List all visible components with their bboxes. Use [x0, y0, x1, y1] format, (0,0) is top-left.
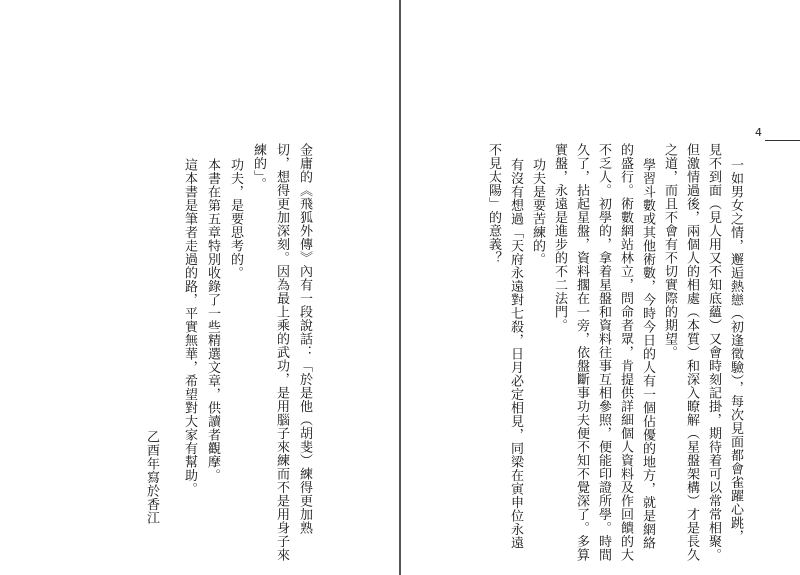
text-column: 學習斗數或其他術數，今時今日的人有一個佔優的地方，就是網絡 [640, 158, 655, 550]
text-column: 功夫，是要思考的。 [228, 158, 243, 280]
text-column: 的盛行。術數網站林立，問命者眾，肯提供詳細個人資料及作回饋的大 [618, 143, 633, 562]
text-column: 不乏人。初學的，拿着星盤和資料往事互相參照，便能印證所學。時間 [596, 143, 611, 562]
text-column: 久了，拈起星盤，資料擱在一旁，依盤斷事功夫便不知不覺深了。多算 [574, 143, 589, 562]
text-column: 這本書是筆者走過的路，平實無華，希望對大家有幫助。 [182, 158, 197, 496]
text-column: 金庸的《飛狐外傳》內有一段說話：「於是他（胡斐）練得更加熟 [297, 143, 312, 535]
text-column: 見不到面（見人用又不知底蘊）又會時刻記掛，期待着可以常常相聚。 [706, 143, 721, 562]
text-column: 功夫是要苦練的。 [530, 158, 545, 266]
text-column: 不見太陽」的意義？ [486, 143, 501, 265]
text-column: 切，想得更加深刻。因為最上乘的武功，是用腦子來練而不是用身子來 [274, 143, 289, 562]
signature: 乙酉年寫於香江 [144, 430, 159, 525]
text-column: 本書在第五章特別收錄了一些精選文章，供讀者觀摩。 [205, 158, 220, 482]
text-column: 但激情過後，兩個人的相處（本質）和深入瞭解（星盤架構）才是長久 [684, 143, 699, 562]
text-column: 有沒有想過「天府永遠對七殺，日月必定相見，同梁在寅申位永遠 [508, 158, 523, 550]
page-number: 4 [755, 126, 762, 139]
text-column: 練的」。 [251, 143, 266, 191]
right-page [401, 0, 800, 575]
page-number-rule [765, 140, 800, 141]
text-column: 實盤，永遠是進步的不二法門。 [552, 143, 567, 332]
text-column: 一如男女之情，邂逅熱戀（初逢徵驗），每次見面都會雀躍心跳， [728, 158, 743, 543]
text-column: 之道，而且不會有不切實際的期望。 [662, 143, 677, 359]
